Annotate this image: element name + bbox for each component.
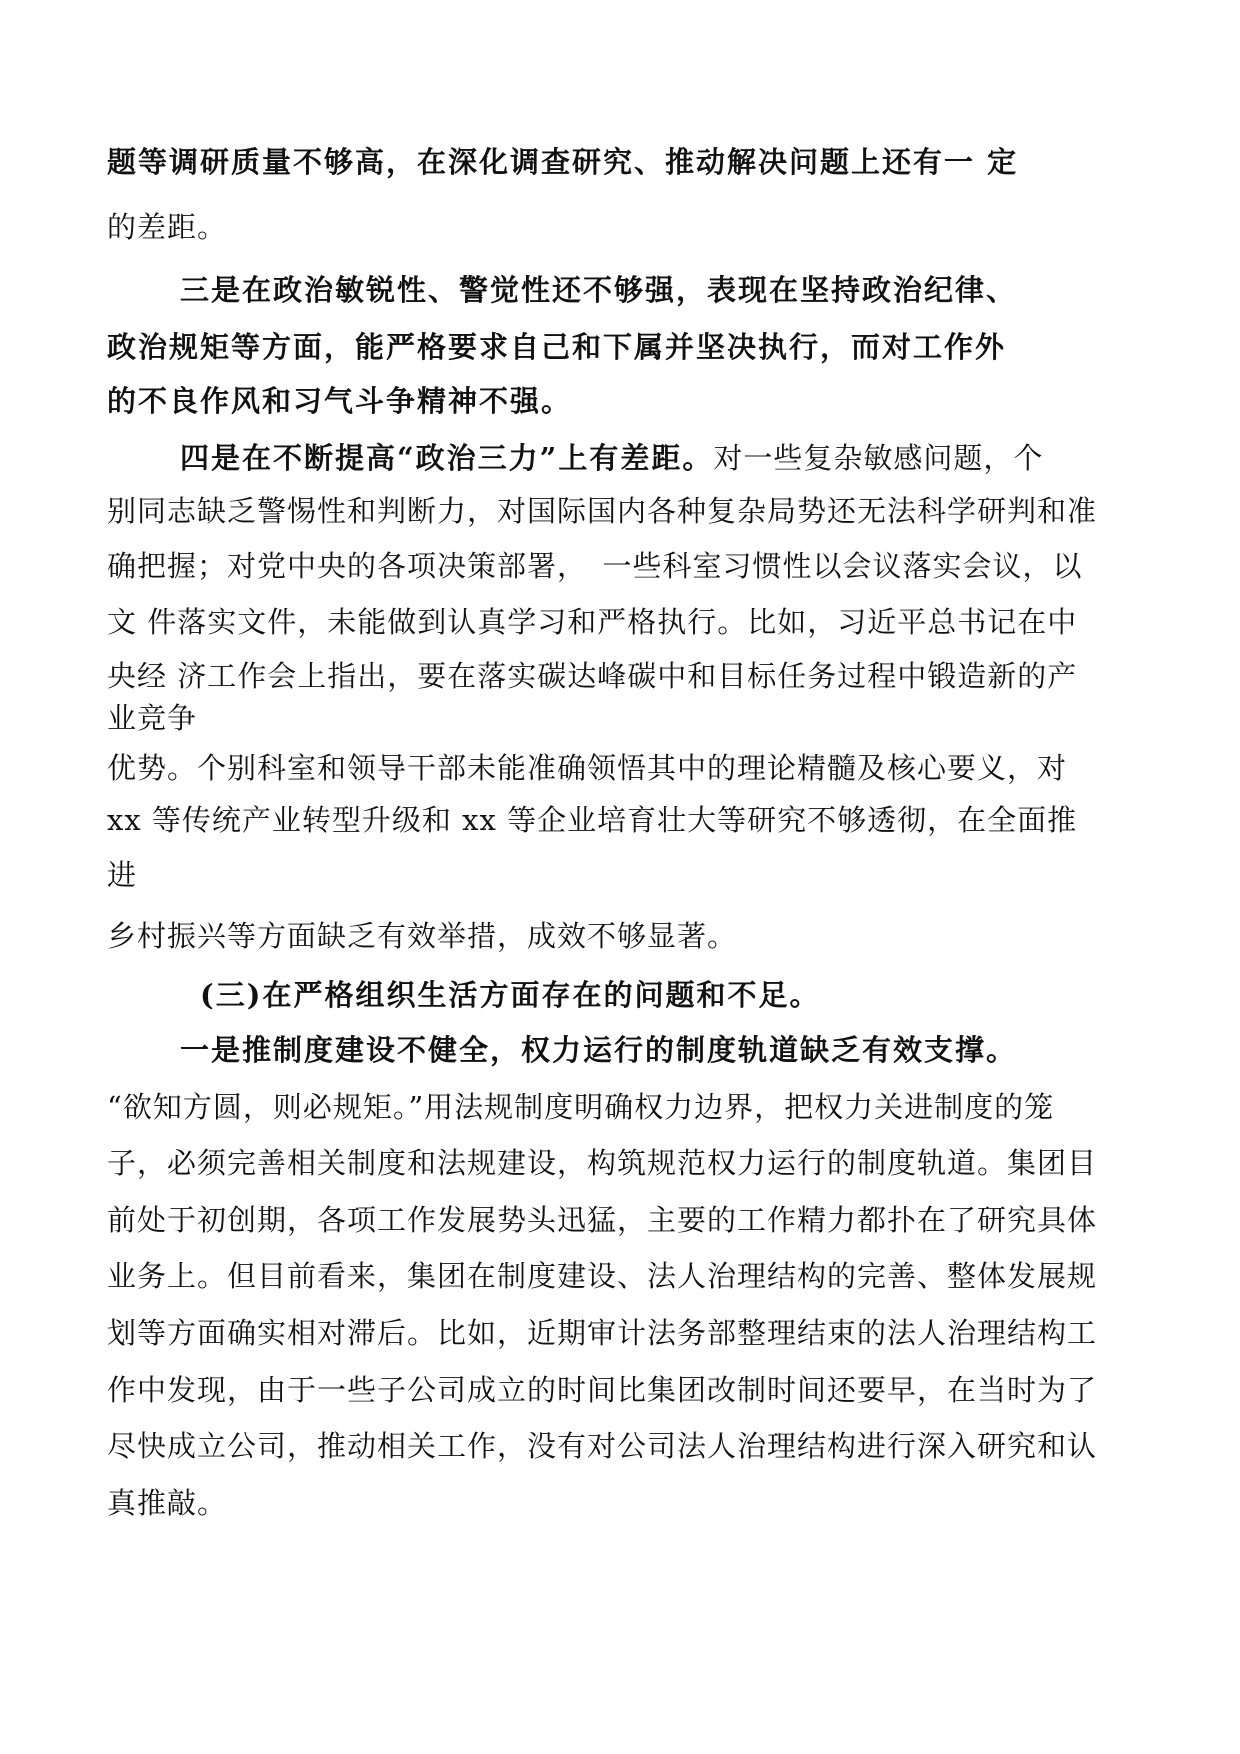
paragraph-line: 划等方面确实相对滞后。比如，近期审计法务部整理结束的法人治理结构工 bbox=[107, 1316, 1098, 1350]
paragraph-line: xx 等传统产业转型升级和 xx 等企业培育壮大等研究不够透彻，在全面推 bbox=[107, 803, 1078, 837]
paragraph-line: 子，必须完善相关制度和法规建设，构筑规范权力运行的制度轨道。集团目 bbox=[107, 1146, 1098, 1180]
paragraph-line: 的差距。 bbox=[107, 210, 228, 244]
paragraph-line: 央经 济工作会上指出，要在落实碳达峰碳中和目标任务过程中锻造新的产 bbox=[107, 659, 1078, 693]
section-heading: (三)在严格组织生活方面存在的问题和不足。 bbox=[200, 978, 821, 1012]
paragraph-line: 别同志缺乏警惕性和判断力，对国际国内各种复杂局势还无法科学研判和准 bbox=[107, 494, 1098, 528]
paragraph-line: 题等调研质量不够高，在深化调查研究、推动解决问题上还有一 定 bbox=[107, 145, 1019, 179]
paragraph-line bbox=[180, 438, 1043, 478]
paragraph-line: 前处于初创期，各项工作发展势头迅猛，主要的工作精力都扑在了研究具体 bbox=[107, 1203, 1098, 1237]
paragraph-line: 作中发现，由于一些子公司成立的时间比集团改制时间还要早，在当时为了 bbox=[107, 1373, 1098, 1407]
paragraph-line: 政治规矩等方面，能严格要求自己和下属并坚决执行，而对工作外 bbox=[107, 330, 1007, 364]
paragraph-line: 尽快成立公司，推动相关工作，没有对公司法人治理结构进行深入研究和认 bbox=[107, 1429, 1098, 1463]
paragraph-line: 三是在政治敏锐性、警觉性还不够强，表现在坚持政治纪律、 bbox=[180, 273, 1018, 307]
paragraph-line: 的不良作风和习气斗争精神不强。 bbox=[107, 384, 573, 418]
paragraph-line: 业务上。但目前看来，集团在制度建设、法人治理结构的完善、整体发展规 bbox=[107, 1259, 1098, 1293]
paragraph-line: “欲知方圆，则必规矩。”用法规制度明确权力边界，把权力关进制度的笼 bbox=[107, 1090, 1055, 1124]
paragraph-lead: 四是在不断提高“政治三力”上有差距。 bbox=[180, 441, 714, 475]
paragraph-text: 对一些复杂敏感问题，个 bbox=[713, 441, 1044, 475]
paragraph-line: 优势。个别科室和领导干部未能准确领悟其中的理论精髓及核心要义，对 bbox=[107, 751, 1068, 785]
paragraph-line: 一是推制度建设不健全，权力运行的制度轨道缺乏有效支撑。 bbox=[180, 1033, 1018, 1067]
paragraph-line: 乡村振兴等方面缺乏有效举措，成效不够显著。 bbox=[107, 919, 738, 953]
paragraph-line: 业竞争 bbox=[107, 701, 198, 735]
paragraph-line: 确把握；对党中央的各项决策部署， 一些科室习惯性以会议落实会议，以 bbox=[107, 549, 1083, 583]
paragraph-line: 真推敲。 bbox=[107, 1486, 228, 1520]
paragraph-line: 文 件落实文件，未能做到认真学习和严格执行。比如，习近平总书记在中 bbox=[107, 605, 1078, 639]
paragraph-line: 进 bbox=[107, 858, 138, 892]
